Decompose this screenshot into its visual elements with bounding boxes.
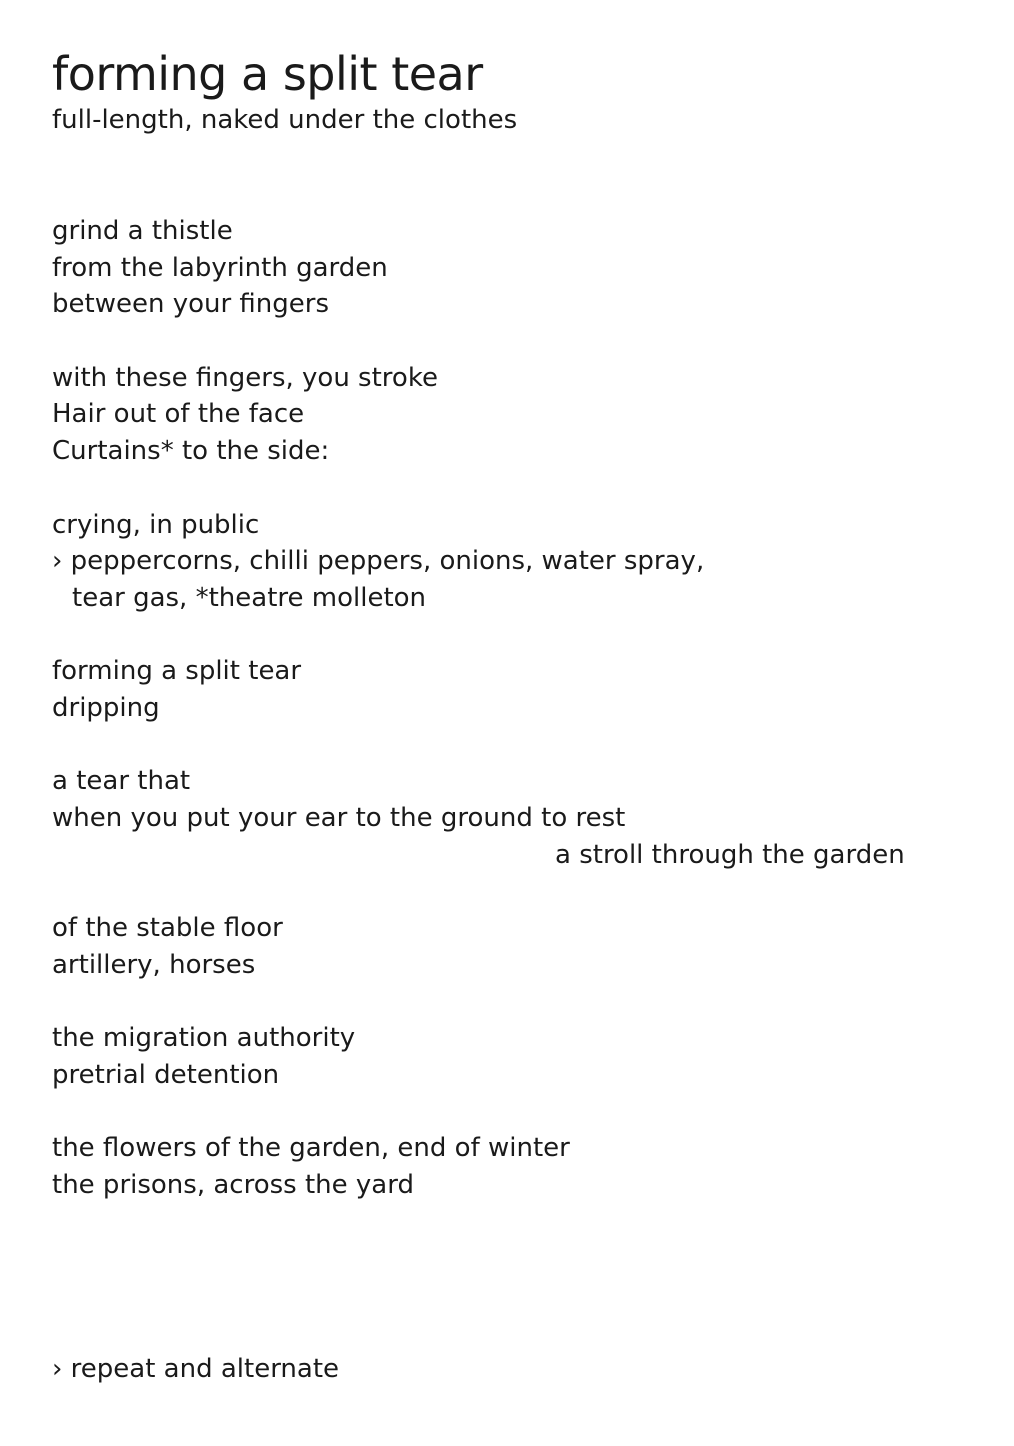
poem-line: pretrial detention [52,1059,280,1090]
stanza-4 [52,653,962,726]
poem-line: the flowers of the garden, end of winter [52,1133,570,1164]
stanza-8 [52,1130,962,1203]
poem-body [52,213,962,1204]
poem-line-indented: tear gas, *theatre molleton [72,582,427,613]
poem-line: dripping [52,692,160,723]
stanza-break [52,617,962,654]
poem-line: when you put your ear to the ground to rest [52,803,626,833]
poem-line: Curtains* to the side: [52,436,330,467]
page-title: forming a split tear [52,47,483,101]
page-subtitle: full-length, naked under the clothes [52,105,518,135]
poem-line: forming a split tear [52,656,302,687]
poem-line: a tear that [52,766,191,797]
stanza-3 [52,507,962,617]
poem-line: with these fingers, you stroke [52,362,438,393]
poem-line: crying, in public [52,509,260,540]
stanza-break [52,983,962,1020]
stanza-6 [52,910,962,983]
poem-line: › peppercorns, chilli peppers, onions, water spray, [52,546,705,577]
poem-line: from the labyrinth garden [52,252,388,283]
stanza-break [52,873,962,910]
stanza-5 [52,763,962,873]
poem-line: between your fingers [52,289,330,320]
poem-line: the prisons, across the yard [52,1169,414,1200]
stanza-7 [52,1020,962,1093]
poem-line: the migration authority [52,1023,356,1054]
stanza-break [52,323,962,360]
footer-instruction: › repeat and alternate [52,1354,340,1384]
poem-line-right-offset: a stroll through the garden [555,839,905,870]
poem-line: grind a thistle [52,216,233,246]
poem-line: of the stable floor [52,913,283,944]
stanza-break [52,727,962,764]
stanza-2 [52,360,962,470]
poem-line: artillery, horses [52,949,256,980]
stanza-break [52,1094,962,1131]
stanza-1 [52,213,962,323]
stanza-break [52,470,962,507]
poem-line: Hair out of the face [52,399,305,430]
